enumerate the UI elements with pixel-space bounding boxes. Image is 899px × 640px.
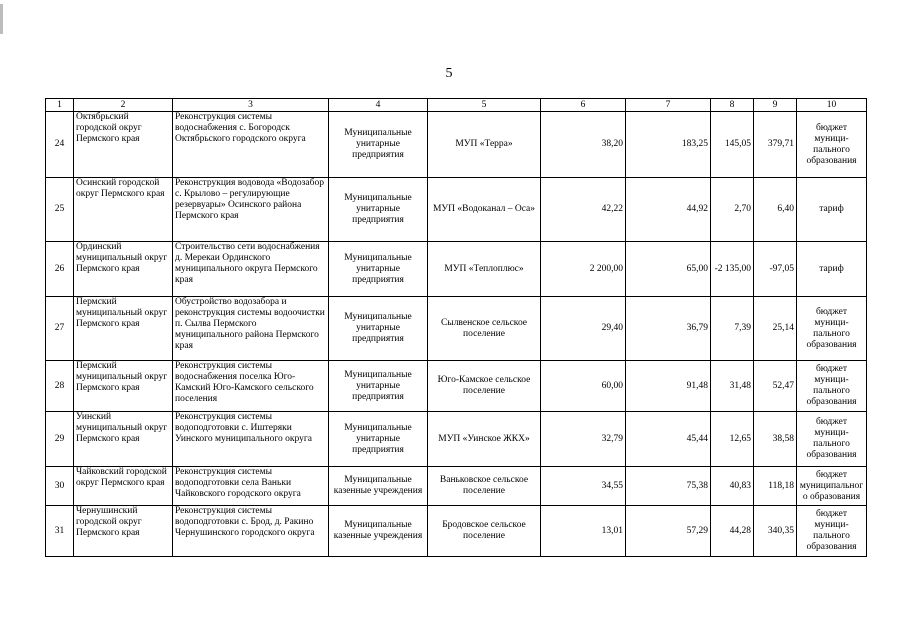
funding-source-cell: тариф <box>797 178 867 242</box>
org-type-cell: Муниципальные унитарные предприятия <box>329 361 428 412</box>
organization-cell: МУП «Теплоплюс» <box>428 242 541 297</box>
header-cell: 5 <box>428 99 541 112</box>
organization-cell: МУП «Водоканал – Оса» <box>428 178 541 242</box>
value-col6: 60,00 <box>541 361 626 412</box>
header-cell: 10 <box>797 99 867 112</box>
value-col6: 38,20 <box>541 112 626 178</box>
value-col6: 29,40 <box>541 297 626 361</box>
value-col9: 340,35 <box>754 506 797 557</box>
table-header-row <box>46 99 867 112</box>
funding-source-cell: бюджет муници-пального образования <box>797 297 867 361</box>
organization-cell: Ваньковское сельское поселение <box>428 467 541 506</box>
org-type-cell: Муниципальные унитарные предприятия <box>329 412 428 467</box>
table-body <box>46 99 867 557</box>
value-col8: -2 135,00 <box>711 242 754 297</box>
header-cell: 3 <box>173 99 329 112</box>
project-cell: Реконструкция системы водоподготовки с. Брод, д. Ракино Чернушинского городского округа <box>173 506 329 557</box>
value-col7: 36,79 <box>626 297 711 361</box>
municipality-cell: Пермский муниципальный округ Пермского края <box>74 361 173 412</box>
row-number: 31 <box>46 506 74 557</box>
funding-source-cell: бюджет муници-пального образования <box>797 506 867 557</box>
value-col6: 13,01 <box>541 506 626 557</box>
header-cell: 8 <box>711 99 754 112</box>
header-cell: 6 <box>541 99 626 112</box>
table-row <box>46 506 867 557</box>
value-col7: 91,48 <box>626 361 711 412</box>
table-row <box>46 467 867 506</box>
organization-cell: Юго-Камское сельское поселение <box>428 361 541 412</box>
header-cell: 7 <box>626 99 711 112</box>
municipality-cell: Уинский муниципальный округ Пермского края <box>74 412 173 467</box>
row-number: 30 <box>46 467 74 506</box>
value-col8: 31,48 <box>711 361 754 412</box>
header-cell: 4 <box>329 99 428 112</box>
org-type-cell: Муниципальные унитарные предприятия <box>329 112 428 178</box>
municipality-cell: Ординский муниципальный округ Пермского края <box>74 242 173 297</box>
row-number: 25 <box>46 178 74 242</box>
project-cell: Реконструкция системы водоснабжения с. Богородск Октябрьского городского округа <box>173 112 329 178</box>
value-col9: 118,18 <box>754 467 797 506</box>
value-col9: 38,58 <box>754 412 797 467</box>
municipality-cell: Октябрьский городской округ Пермского края <box>74 112 173 178</box>
project-cell: Обустройство водозабора и реконструкция системы водоочистки п. Сылва Пермского муниципального района Пермского края <box>173 297 329 361</box>
table-row <box>46 178 867 242</box>
value-col6: 42,22 <box>541 178 626 242</box>
scan-edge-mark <box>0 4 3 34</box>
project-cell: Строительство сети водоснабжения д. Мерекаи Ординского муниципального округа Пермского края <box>173 242 329 297</box>
value-col9: 25,14 <box>754 297 797 361</box>
project-cell: Реконструкция системы водоснабжения поселка Юго-Камский Юго-Камского сельского поселения <box>173 361 329 412</box>
value-col8: 145,05 <box>711 112 754 178</box>
value-col7: 45,44 <box>626 412 711 467</box>
header-cell: 2 <box>74 99 173 112</box>
table-row <box>46 297 867 361</box>
value-col8: 2,70 <box>711 178 754 242</box>
table-row <box>46 361 867 412</box>
value-col8: 12,65 <box>711 412 754 467</box>
table-row <box>46 242 867 297</box>
value-col8: 7,39 <box>711 297 754 361</box>
funding-source-cell: бюджет муници-пального образования <box>797 412 867 467</box>
table-row <box>46 412 867 467</box>
org-type-cell: Муниципальные унитарные предприятия <box>329 297 428 361</box>
row-number: 29 <box>46 412 74 467</box>
funding-source-cell: бюджет муниципальног о образования <box>797 467 867 506</box>
value-col7: 75,38 <box>626 467 711 506</box>
value-col7: 44,92 <box>626 178 711 242</box>
funding-source-cell: бюджет муници-пального образования <box>797 112 867 178</box>
value-col7: 57,29 <box>626 506 711 557</box>
org-type-cell: Муниципальные казенные учреждения <box>329 506 428 557</box>
project-cell: Реконструкция водовода «Водозабор с. Крылово – регулирующие резервуары» Осинского района Пермского края <box>173 178 329 242</box>
value-col6: 2 200,00 <box>541 242 626 297</box>
organization-cell: МУП «Терра» <box>428 112 541 178</box>
data-table <box>45 98 867 557</box>
value-col7: 65,00 <box>626 242 711 297</box>
project-cell: Реконструкция системы водоподготовки с. Иштеряки Уинского муниципального округа <box>173 412 329 467</box>
value-col9: 52,47 <box>754 361 797 412</box>
page-number: 5 <box>445 66 453 81</box>
row-number: 27 <box>46 297 74 361</box>
organization-cell: Бродовское сельское поселение <box>428 506 541 557</box>
value-col9: 379,71 <box>754 112 797 178</box>
value-col8: 44,28 <box>711 506 754 557</box>
value-col9: 6,40 <box>754 178 797 242</box>
municipality-cell: Осинский городской округ Пермского края <box>74 178 173 242</box>
row-number: 28 <box>46 361 74 412</box>
value-col6: 32,79 <box>541 412 626 467</box>
row-number: 26 <box>46 242 74 297</box>
table-row <box>46 112 867 178</box>
header-cell: 9 <box>754 99 797 112</box>
row-number: 24 <box>46 112 74 178</box>
funding-source-cell: бюджет муници-пального образования <box>797 361 867 412</box>
org-type-cell: Муниципальные унитарные предприятия <box>329 242 428 297</box>
org-type-cell: Муниципальные казенные учреждения <box>329 467 428 506</box>
municipality-cell: Чайковский городской округ Пермского края <box>74 467 173 506</box>
org-type-cell: Муниципальные унитарные предприятия <box>329 178 428 242</box>
funding-source-cell: тариф <box>797 242 867 297</box>
value-col6: 34,55 <box>541 467 626 506</box>
municipality-cell: Чернушинский городской округ Пермского края <box>74 506 173 557</box>
header-cell: 1 <box>46 99 74 112</box>
organization-cell: МУП «Уинское ЖКХ» <box>428 412 541 467</box>
value-col8: 40,83 <box>711 467 754 506</box>
organization-cell: Сылвенское сельское поселение <box>428 297 541 361</box>
project-cell: Реконструкция системы водоподготовки села Ваньки Чайковского городского округа <box>173 467 329 506</box>
value-col9: -97,05 <box>754 242 797 297</box>
municipality-cell: Пермский муниципальный округ Пермского края <box>74 297 173 361</box>
value-col7: 183,25 <box>626 112 711 178</box>
